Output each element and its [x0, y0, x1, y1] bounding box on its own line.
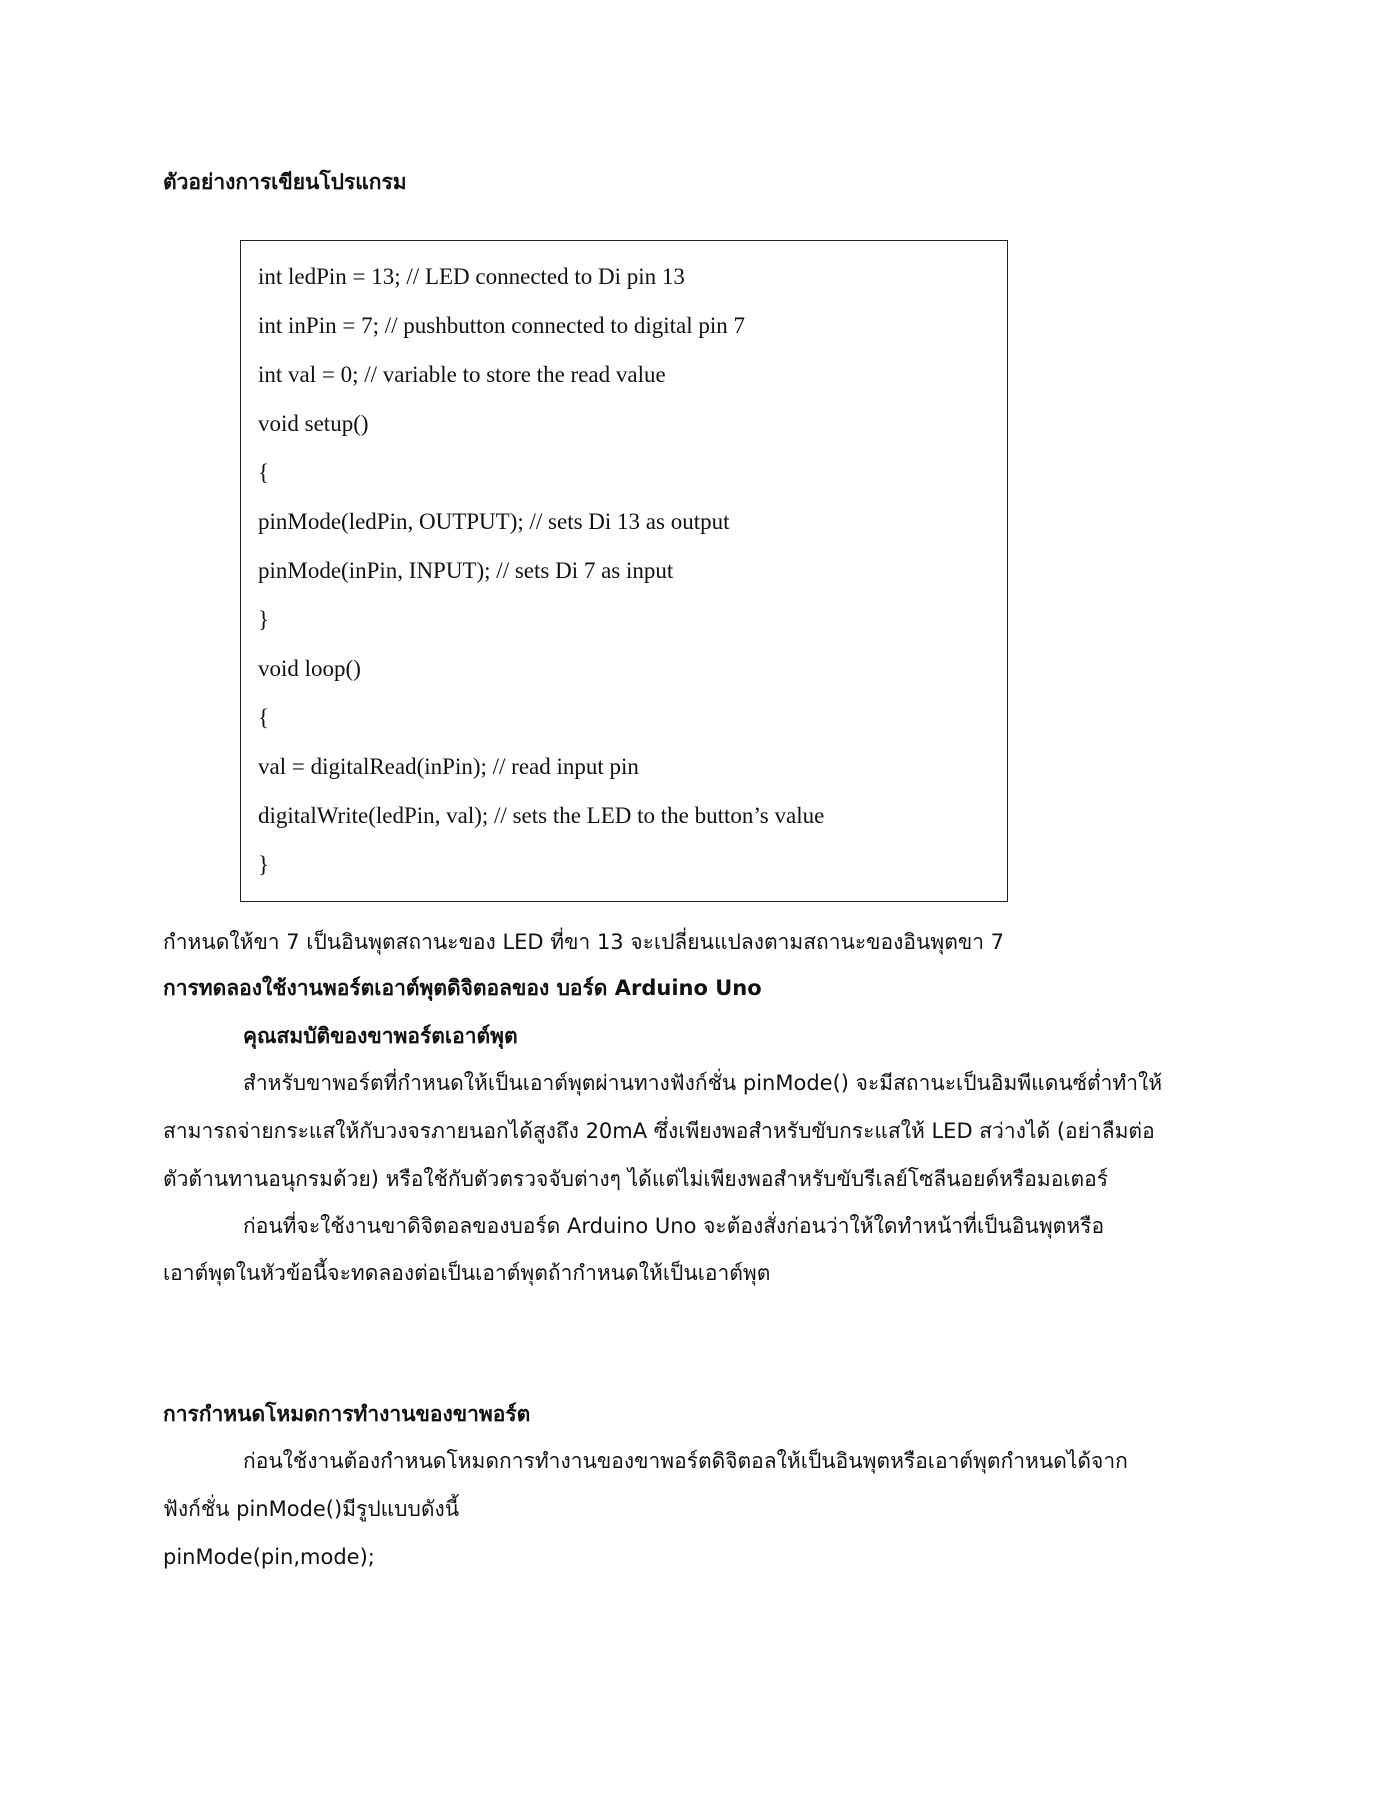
code-line: }: [258, 852, 270, 877]
code-line: pinMode(inPin, INPUT); // sets Di 7 as input: [258, 558, 674, 583]
subheading: คุณสมบัติของขาพอร์ตเอาต์พุต: [243, 1024, 518, 1048]
paragraph-line: ตัวต้านทานอนุกรมด้วย) หรือใช้กับตัวตรวจจับต่างๆ ได้แต่ไม่เพียงพอสำหรับขับรีเลย์โซลีนอยด์หรือมอเตอร์: [163, 1167, 1109, 1191]
code-line: int val = 0; // variable to store the read value: [258, 362, 666, 387]
code-line: {: [258, 460, 270, 485]
code-line: void loop(): [258, 656, 361, 681]
code-line: pinMode(ledPin, OUTPUT); // sets Di 13 as output: [258, 509, 730, 534]
paragraph-line: สำหรับขาพอร์ตที่กำหนดให้เป็นเอาต์พุตผ่านทางฟังก์ชั่น pinMode() จะมีสถานะเป็นอิมพีแดนซ์ต่ำทำให้: [243, 1071, 1163, 1095]
paragraph-line: เอาต์พุตในหัวข้อนี้จะทดลองต่อเป็นเอาต์พุตถ้ากำหนดให้เป็นเอาต์พุต: [163, 1261, 771, 1285]
code-line: digitalWrite(ledPin, val); // sets the LED to the button’s value: [258, 803, 825, 828]
caption: กำหนดให้ขา 7 เป็นอินพุตสถานะของ LED ที่ขา 13 จะเปลี่ยนแปลงตามสถานะของอินพุตขา 7: [163, 930, 1005, 954]
code-box: [240, 240, 1008, 902]
code-line: void setup(): [258, 411, 369, 436]
code-line: int inPin = 7; // pushbutton connected to digital pin 7: [258, 313, 745, 338]
paragraph-line: สามารถจ่ายกระแสให้กับวงจรภายนอกได้สูงถึง 20mA ซึ่งเพียงพอสำหรับขับกระแสให้ LED สว่างได้ (อย่าลืมต่อ: [163, 1119, 1155, 1143]
paragraph-line: ก่อนใช้งานต้องกำหนดโหมดการทำงานของขาพอร์ตดิจิตอลให้เป็นอินพุตหรือเอาต์พุตกำหนดได้จาก: [243, 1449, 1128, 1473]
syntax-line: pinMode(pin,mode);: [163, 1545, 375, 1569]
paragraph-line: ฟังก์ชั่น pinMode()มีรูปแบบดังนี้: [163, 1497, 460, 1521]
code-line: val = digitalRead(inPin); // read input pin: [258, 754, 639, 779]
section-heading: การกำหนดโหมดการทำงานของขาพอร์ต: [163, 1402, 531, 1426]
code-line: int ledPin = 13; // LED connected to Di pin 13: [258, 264, 685, 289]
code-line: {: [258, 705, 270, 730]
section-heading: ตัวอย่างการเขียนโปรแกรม: [163, 170, 407, 194]
section-heading: การทดลองใช้งานพอร์ตเอาต์พุตดิจิตอลของ บอร์ด Arduino Uno: [163, 976, 762, 1000]
code-line: }: [258, 607, 270, 632]
paragraph-line: ก่อนที่จะใช้งานขาดิจิตอลของบอร์ด Arduino Uno จะต้องสั่งก่อนว่าให้ใดทำหน้าที่เป็นอินพุตหรือ: [243, 1214, 1105, 1238]
